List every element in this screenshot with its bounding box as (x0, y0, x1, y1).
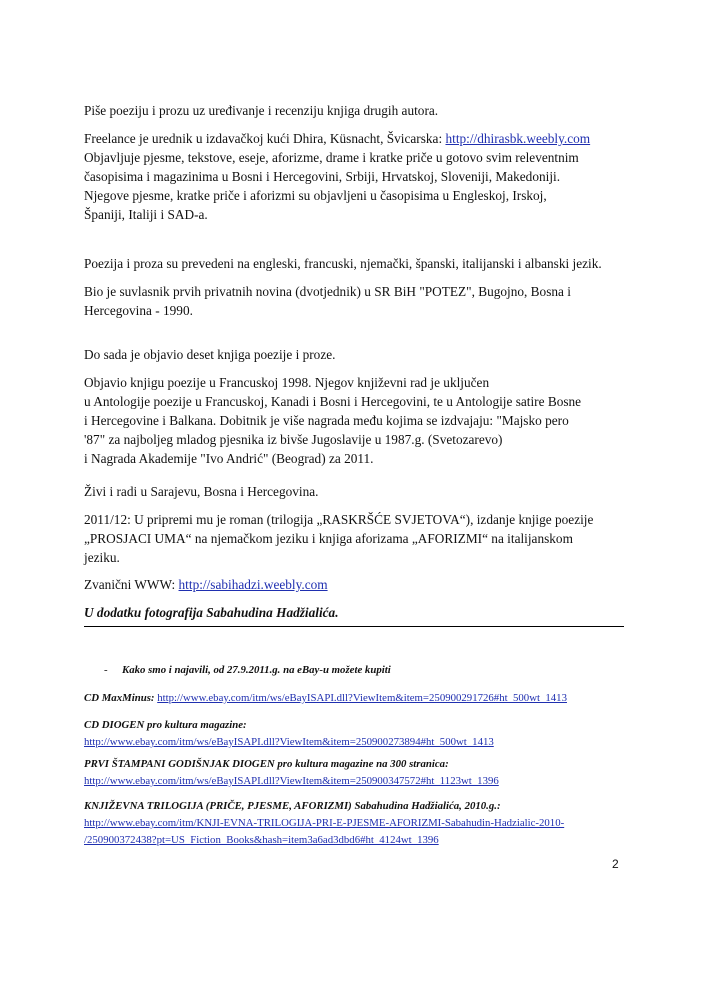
text-line (84, 690, 644, 707)
ebay-item-yearbook (84, 756, 644, 790)
heading-text: Kako smo i najavili, od 27.9.2011.g. na eBay-u možete kupiti (122, 664, 391, 676)
page-number: 2 (612, 857, 619, 871)
text-line: Objavio knjigu poezije u Francuskoj 1998. Njegov književni rad je uključen (84, 375, 490, 390)
text-line: i Hercegovine i Balkana. Dobitnik je više nagrada među kojima se izdvajaju: "Majsko pero (84, 413, 569, 428)
ebay-link-diogen[interactable]: http://www.ebay.com/itm/ws/eBayISAPI.dll?ViewItem&item=250900273894#ht_500wt_1413 (84, 736, 494, 748)
item-label: KNJIŽEVNA TRILOGIJA (PRIČE, PJESME, AFORIZMI) Sabahudina Hadžialića, 2010.g.: (84, 800, 501, 812)
ebay-item-cd-diogen (84, 717, 644, 751)
text-line (84, 734, 644, 751)
text-line: Bio je suvlasnik prvih privatnih novina (dvotjednik) u SR BiH "POTEZ", Bugojno, Bosna i (84, 284, 571, 299)
text-line: Piše poeziju i prozu uz uređivanje i recenziju knjiga drugih autora. (84, 103, 439, 118)
bullet-marker: - (104, 664, 108, 676)
paragraph-website (84, 575, 644, 594)
paragraph-photos-note (84, 603, 644, 622)
item-label: CD DIOGEN pro kultura magazine: (84, 719, 247, 731)
text-segment: Freelance je urednik u izdavačkoj kući Dhira, Küsnacht, Švicarska: (84, 131, 446, 146)
text-line (84, 773, 644, 790)
text-line: '87" za najboljeg mladog pjesnika iz bivše Jugoslavije u 1987.g. (Svetozarevo) (84, 432, 503, 447)
paragraph-newspaper (84, 282, 644, 320)
paragraph-awards (84, 373, 644, 468)
ebay-heading (84, 662, 644, 679)
text-segment: Zvanični WWW: (84, 577, 179, 592)
dhira-link[interactable]: http://dhirasbk.weebly.com (445, 131, 591, 146)
paragraph-editor (84, 129, 644, 224)
paragraph-residence (84, 482, 644, 501)
text-line (84, 575, 644, 594)
text-line: U dodatku fotografija Sabahudina Hadžialića. (84, 605, 339, 620)
paragraph-translations (84, 254, 644, 273)
ebay-item-trilogy (84, 798, 644, 849)
text-line (84, 129, 644, 148)
paragraph-books (84, 345, 644, 364)
text-line: Hercegovina - 1990. (84, 303, 193, 318)
text-line: u Antologije poezije u Francuskoj, Kanadi i Bosni i Hercegovini, te u Antologije satire Bosne (84, 394, 582, 409)
ebay-link-trilogy[interactable]: http://www.ebay.com/itm/KNJI-EVNA-TRILOGIJA-PRI-E-PJESME-AFORIZMI-Sabahudin-Hadzialic-2010- (84, 817, 565, 829)
text-line: 2011/12: U pripremi mu je roman (trilogija „RASKRŠĆE SVJETOVA“), izdanje knjige poezije (84, 512, 594, 527)
ebay-link-maxminus[interactable]: http://www.ebay.com/itm/ws/eBayISAPI.dll?ViewItem&item=250900291726#ht_500wt_1413 (157, 692, 567, 704)
text-line: i Nagrada Akademije "Ivo Andrić" (Beograd) za 2011. (84, 451, 374, 466)
text-line: Živi i radi u Sarajevu, Bosna i Hercegovina. (84, 484, 319, 499)
text-line (84, 832, 644, 849)
paragraph-intro (84, 101, 644, 120)
text-line: jeziku. (84, 550, 120, 565)
paragraph-upcoming (84, 510, 644, 567)
ebay-link-yearbook[interactable]: http://www.ebay.com/itm/ws/eBayISAPI.dll?ViewItem&item=250900347572#ht_1123wt_1396 (84, 775, 499, 787)
sabihadzi-link[interactable]: http://sabihadzi.weebly.com (178, 577, 328, 592)
horizontal-rule (84, 626, 624, 627)
ebay-item-cd-maxminus (84, 690, 644, 707)
text-line: Poezija i proza su prevedeni na engleski, francuski, njemački, španski, italijanski i albanski jezik. (84, 256, 602, 271)
text-line (84, 662, 644, 679)
text-line: Španiji, Italiji i SAD-a. (84, 207, 208, 222)
ebay-link-trilogy-cont[interactable]: /250900372438?pt=US_Fiction_Books&hash=item3a6ad3dbd6#ht_4124wt_1396 (84, 834, 439, 846)
text-line: časopisima i magazinima u Bosni i Hercegovini, Srbiji, Hrvatskoj, Sloveniji, Makedoniji. (84, 169, 561, 184)
text-line: Objavljuje pjesme, tekstove, eseje, aforizme, drame i kratke priče u gotovo svim releventnim (84, 150, 579, 165)
text-line: Njegove pjesme, kratke priče i aforizmi su objavljeni u časopisima u Engleskoj, Irskoj, (84, 188, 547, 203)
item-label: PRVI ŠTAMPANI GODIŠNJAK DIOGEN pro kultura magazine na 300 stranica: (84, 758, 449, 770)
text-line: Do sada je objavio deset knjiga poezije i proze. (84, 347, 336, 362)
item-label: CD MaxMinus: (84, 692, 158, 704)
text-line (84, 815, 644, 832)
text-line: „PROSJACI UMA“ na njemačkom jeziku i knjiga aforizama „AFORIZMI“ na italijanskom (84, 531, 573, 546)
